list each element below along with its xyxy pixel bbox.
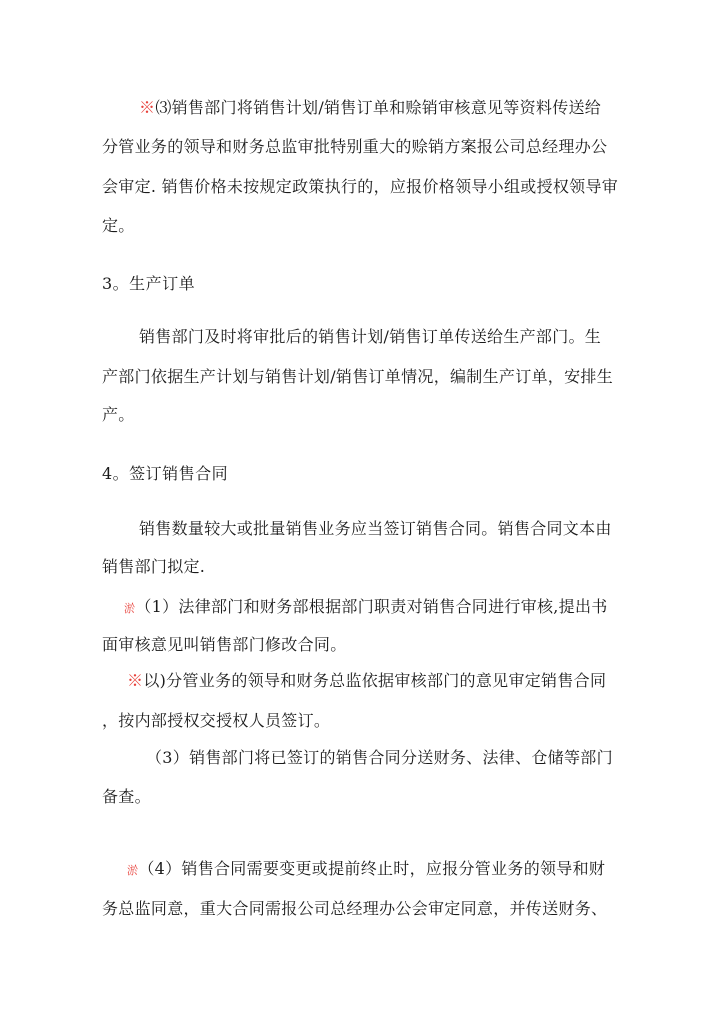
list-item: （3）销售部门将已签订的销售合同分送财务、法律、仓储等部门 (146, 748, 613, 767)
paragraph-line: 备查。 (102, 787, 151, 806)
list-item: ※以)分管业务的领导和财务总监依据审核部门的意见审定销售合同 (127, 671, 607, 690)
paragraph-line: ，按内部授权交授权人员签订。 (102, 711, 331, 730)
paragraph-line: 面审核意见叫销售部门修改合同。 (102, 635, 347, 654)
paragraph-line: 分管业务的领导和财务总监审批特别重大的赊销方案报公司总经理办公 (102, 137, 608, 156)
list-item: 淤（1）法律部门和财务部根据部门职责对销售合同进行审核,提出书 (124, 597, 608, 616)
reference-mark-icon: 淤 (124, 602, 136, 615)
paragraph-line: 产部门依据生产计划与销售计划/销售订单情况，编制生产订单，安排生 (102, 367, 613, 386)
reference-mark-icon: ※ (139, 98, 156, 117)
reference-mark-icon: ※ (127, 671, 144, 690)
paragraph-line: 会审定. 销售价格未按规定政策执行的，应报价格领导小组或授权领导审 (102, 177, 619, 196)
section-heading: 4。签订销售合同 (102, 464, 229, 483)
paragraph-line: ※⑶销售部门将销售计划/销售订单和赊销审核意见等资料传送给 (139, 98, 602, 117)
list-item: 淤（4）销售合同需要变更或提前终止时，应报分管业务的领导和财 (127, 859, 606, 878)
paragraph-line: 销售部门拟定. (102, 557, 206, 576)
paragraph-line: 务总监同意，重大合同需报公司总经理办公会审定同意，并传送财务、 (102, 899, 608, 918)
reference-mark-icon: 淤 (127, 864, 139, 877)
paragraph-line: 产。 (102, 405, 135, 424)
paragraph-line: 销售部门及时将审批后的销售计划/销售订单传送给生产部门。生 (139, 327, 602, 346)
paragraph-line: 定。 (102, 216, 135, 235)
section-heading: 3。生产订单 (102, 274, 196, 293)
paragraph-line: 销售数量较大或批量销售业务应当签订销售合同。销售合同文本由 (139, 519, 612, 538)
